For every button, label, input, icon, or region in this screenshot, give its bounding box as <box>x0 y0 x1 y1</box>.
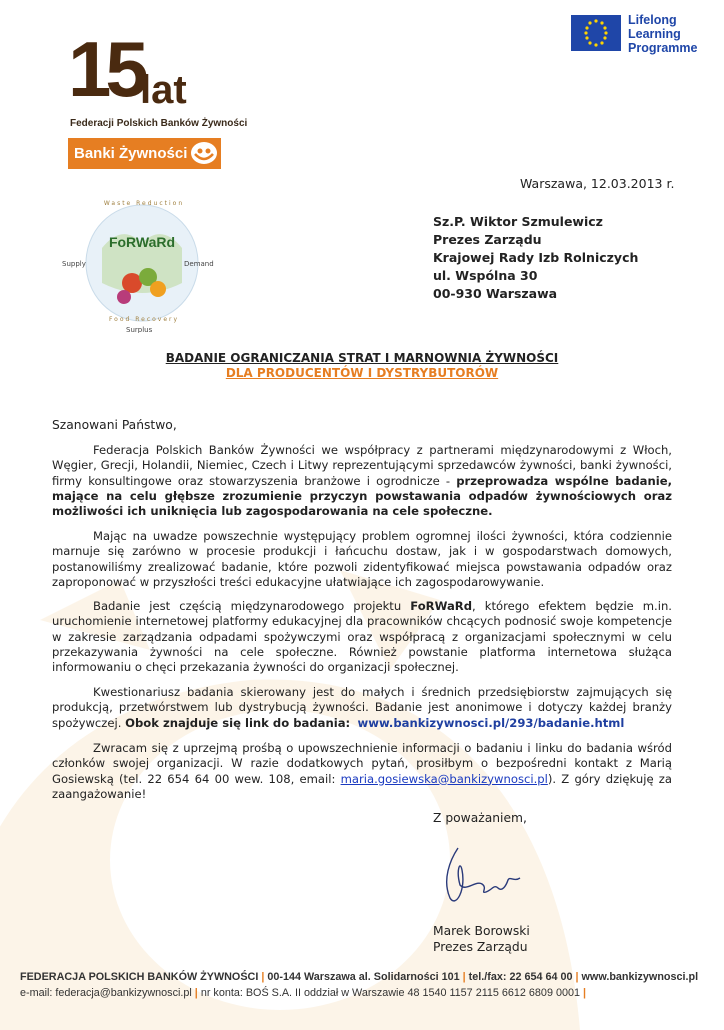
food-bank-icon <box>191 142 217 164</box>
forward-food-recovery: Food Recovery <box>108 316 180 323</box>
lifelong-learning-programme <box>628 13 697 55</box>
p2-text: Mając na uwadze powszechnie występujący problem ogromnej ilości żywności, która codziennie marnuje się zarówno w procesie produkcji i łańcuchu dostaw, jak i w gospodarstwach domowych, postanowiliśmy zrealizować badanie, które pozwoli zidentyfikować miejsca powstawania odpadów oraz zaproponować w przyszłości treści edukacyjne ułatwiające ich zagospodarowywanie. <box>52 529 672 589</box>
eu-flag-icon <box>571 15 621 51</box>
survey-link[interactable]: www.bankizywnosci.pl/293/badanie.html <box>357 715 625 730</box>
p4-bold: Obok znajduje się link do badania: <box>125 715 351 730</box>
forward-surplus: Surplus <box>126 326 153 333</box>
footer-account: nr konta: BOŚ S.A. II oddział w Warszawie 48 1540 1157 2115 6612 6809 0001 <box>200 987 580 999</box>
letter-title: BADANIE OGRANICZANIA STRAT I MARNOWNIA ŻYWNOŚCI <box>165 351 559 365</box>
llp-line-3: Programme <box>628 41 698 55</box>
recipient-line: Sz.P. Wiktor Szmulewicz <box>433 214 603 229</box>
federation-line: Federacji Polskich Banków Żywności <box>70 118 248 129</box>
recipient-line: Krajowej Rady Izb Rolniczych <box>433 250 639 265</box>
signer-block <box>433 923 530 955</box>
signer-name: Marek Borowski <box>433 924 530 938</box>
paragraph-2 <box>52 529 672 590</box>
logo-number: 15 <box>68 25 143 113</box>
footer-email[interactable]: e-mail: federacja@bankizywnosci.pl <box>20 987 192 999</box>
p3-project: FoRWaRd <box>410 599 473 613</box>
p4-text: Kwestionariusz badania skierowany jest do małych i średnich przedsiębiorstw zajmujących się produkcją, przetwórstwem lub dystrybucją żywności. Badanie jest anonimowe i dotyczy każdej branży spożywczej. <box>52 685 672 730</box>
forward-name: FoRWaRd <box>108 234 176 250</box>
forward-supply: Supply <box>62 260 86 268</box>
p1-text: Federacja Polskich Banków Żywności we współpracy z partnerami międzynarodowymi z Włoch, Węgier, Grecji, Holandii, Niemiec, Czech i Litwy reprezentującymi sprzedawców żywności, banki żywności, firmy konsultingowe oraz stowarzyszenia branżowe i ogrodnicze - <box>52 443 672 488</box>
footer-org: FEDERACJA POLSKICH BANKÓW ŻYWNOŚCI <box>20 971 259 983</box>
banki-zywnosci-logo <box>68 138 221 169</box>
footer-phone: tel./fax: 22 654 64 00 <box>468 971 573 983</box>
paragraph-5 <box>52 741 672 802</box>
recipient-address <box>433 213 638 303</box>
footer-address: 00-144 Warszawa al. Solidarności 101 <box>267 971 460 983</box>
recipient-line: ul. Wspólna 30 <box>433 268 538 283</box>
p1-bold: przeprowadza wspólne badanie, mające na celu głębsze zrozumienie przyczyn powstawania odpadów żywnościowych oraz możliwości ich uniknięcia lub zagospodarowania na cele społeczne. <box>52 473 672 519</box>
letter-date: Warszawa, 12.03.2013 r. <box>520 176 675 191</box>
closing: Z poważaniem, <box>433 811 527 825</box>
contact-email-link[interactable]: maria.gosiewska@bankizywnosci.pl <box>340 771 548 786</box>
letter-subtitle: DLA PRODUCENTÓW I DYSTRYBUTORÓW <box>225 366 499 380</box>
banki-label: Banki Żywności <box>74 145 188 162</box>
recipient-line: Prezes Zarządu <box>433 232 542 247</box>
paragraph-3 <box>52 599 672 675</box>
forward-demand: Demand <box>184 260 214 268</box>
anniversary-logo <box>68 25 187 113</box>
signature <box>436 840 526 910</box>
footer-website[interactable]: www.bankizywnosci.pl <box>581 971 699 983</box>
p3-text: Badanie jest częścią międzynarodowego projektu <box>93 599 411 613</box>
forward-project-logo <box>62 193 222 333</box>
footer-line-1: FEDERACJA POLSKICH BANKÓW ŻYWNOŚCI | 00-144 Warszawa al. Solidarności 101 | tel./fax: 22 654 64 00 | www.bankizywnosci.pl <box>20 971 699 983</box>
paragraph-1 <box>52 443 672 519</box>
p5-text: Zwracam się z uprzejmą prośbą o upowszechnienie informacji o badaniu i linku do badania wśród członków swojej organizacji. W razie dodatkowych pytań, prosiłbym o bezpośredni kontakt z Marią Gosiewską (tel. 22 654 64 00 wew. 108, email: <box>52 741 672 786</box>
p3-text-2: , którego efektem będzie m.in. uruchomienie internetowej platformy edukacyjnej dla pracowników chcących podnosić swoje kompetencje w zakresie zarządzania odpadami spożywczymi oraz współpracą z organizacjami społecznymi w celu przekazywania żywności na cele społeczne. Również powstanie platforma internetowa służąca informowaniu o chęci przekazania żywności do organizacji społecznej. <box>52 599 672 675</box>
llp-line-2: Learning <box>628 27 681 41</box>
footer-line-2: e-mail: federacja@bankizywnosci.pl | nr konta: BOŚ S.A. II oddział w Warszawie 48 1540 1157 2115 6612 6809 0001 | <box>20 987 586 999</box>
paragraph-4 <box>52 685 672 731</box>
p5-text-2: ). Z góry dziękuję za zaangażowanie! <box>52 771 672 801</box>
logo-word: lat <box>140 68 187 112</box>
signer-role: Prezes Zarządu <box>433 940 528 954</box>
llp-line-1: Lifelong <box>628 13 677 27</box>
recipient-line: 00-930 Warszawa <box>433 286 558 301</box>
greeting: Szanowani Państwo, <box>52 418 177 432</box>
forward-waste-reduction: Waste Reduction <box>103 200 185 207</box>
